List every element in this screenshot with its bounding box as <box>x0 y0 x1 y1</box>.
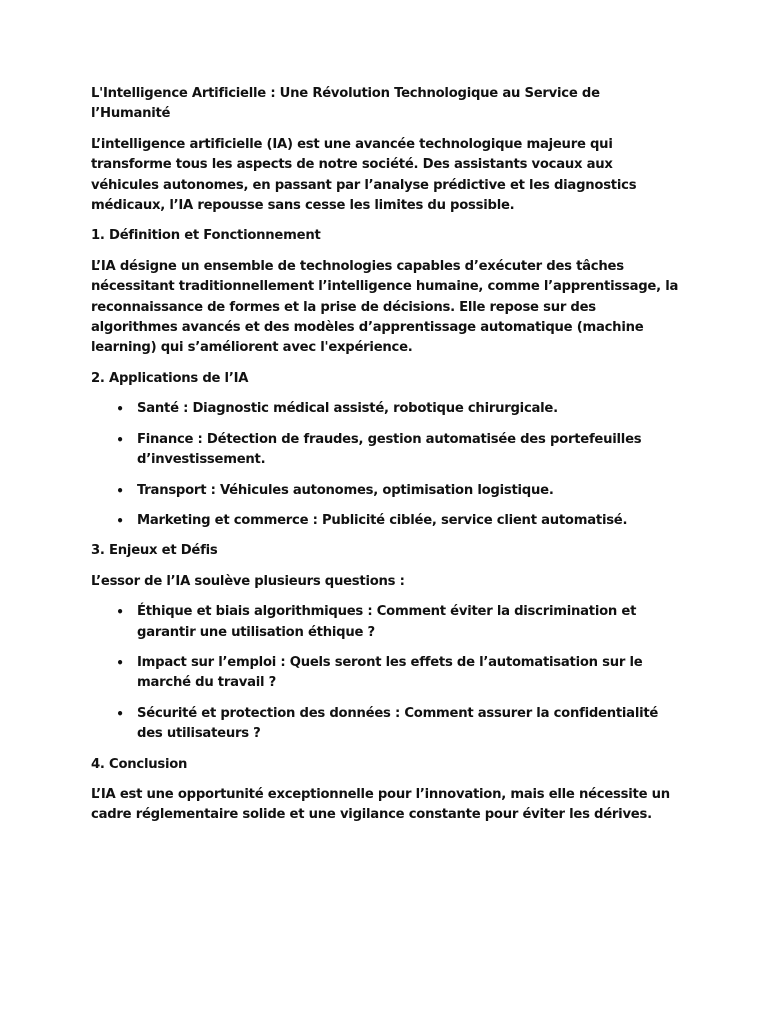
applications-list <box>91 399 681 531</box>
list-item <box>91 430 681 471</box>
section-heading-definition: 1. Définition et Fonctionnement <box>91 228 321 244</box>
bullet-icon <box>115 602 125 623</box>
section-heading-conclusion: 4. Conclusion <box>91 756 188 772</box>
conclusion-paragraph: L’IA est une opportunité exceptionnelle pour l’innovation, mais elle nécessite un cadre réglementaire solide et une vigilance constante pour éviter les dérives. <box>91 786 670 823</box>
bullet-icon <box>115 430 125 451</box>
bullet-icon <box>115 399 125 420</box>
challenges-paragraph: L’essor de l’IA soulève plusieurs questions : <box>91 573 405 589</box>
document-title: L'Intelligence Artificielle : Une Révolution Technologique au Service de l’Humanité <box>91 86 600 122</box>
bullet-icon <box>115 653 125 674</box>
bullet-icon <box>115 481 125 502</box>
section-heading-challenges: 3. Enjeux et Défis <box>91 543 218 559</box>
list-item-text: Marketing et commerce : Publicité ciblée, service client automatisé. <box>137 512 628 528</box>
challenges-list <box>91 602 681 744</box>
intro-paragraph: L’intelligence artificielle (IA) est une avancée technologique majeure qui transforme tous les aspects de notre société. Des assistants vocaux aux véhicules autonomes, en passant par l’analyse prédictive et les diagnostics médicaux, l’IA repousse sans cesse les limites du possible. <box>91 136 637 214</box>
list-item-text: Santé : Diagnostic médical assisté, robotique chirurgicale. <box>137 401 558 417</box>
document-page <box>91 84 681 836</box>
bullet-icon <box>115 511 125 532</box>
list-item-text: Sécurité et protection des données : Comment assurer la confidentialité des utilisateurs ? <box>137 705 659 742</box>
list-item <box>91 653 681 694</box>
list-item <box>91 481 681 501</box>
list-item <box>91 704 681 745</box>
list-item <box>91 511 681 531</box>
list-item-text: Impact sur l’emploi : Quels seront les effets de l’automatisation sur le marché du travail ? <box>137 654 643 691</box>
list-item <box>91 399 681 419</box>
list-item-text: Finance : Détection de fraudes, gestion automatisée des portefeuilles d’investissement. <box>137 431 642 468</box>
definition-paragraph: L’IA désigne un ensemble de technologies capables d’exécuter des tâches nécessitant traditionnellement l’intelligence humaine, comme l’apprentissage, la reconnaissance de formes et la prise de décisions. Elle repose sur des algorithmes avancés et des modèles d’apprentissage automatique (machine learning) qui s’améliorent avec l'expérience. <box>91 258 679 356</box>
section-heading-applications: 2. Applications de l’IA <box>91 370 249 386</box>
bullet-icon <box>115 704 125 725</box>
list-item <box>91 602 681 643</box>
list-item-text: Transport : Véhicules autonomes, optimisation logistique. <box>137 482 554 498</box>
list-item-text: Éthique et biais algorithmiques : Comment éviter la discrimination et garantir une utilisation éthique ? <box>137 604 637 640</box>
